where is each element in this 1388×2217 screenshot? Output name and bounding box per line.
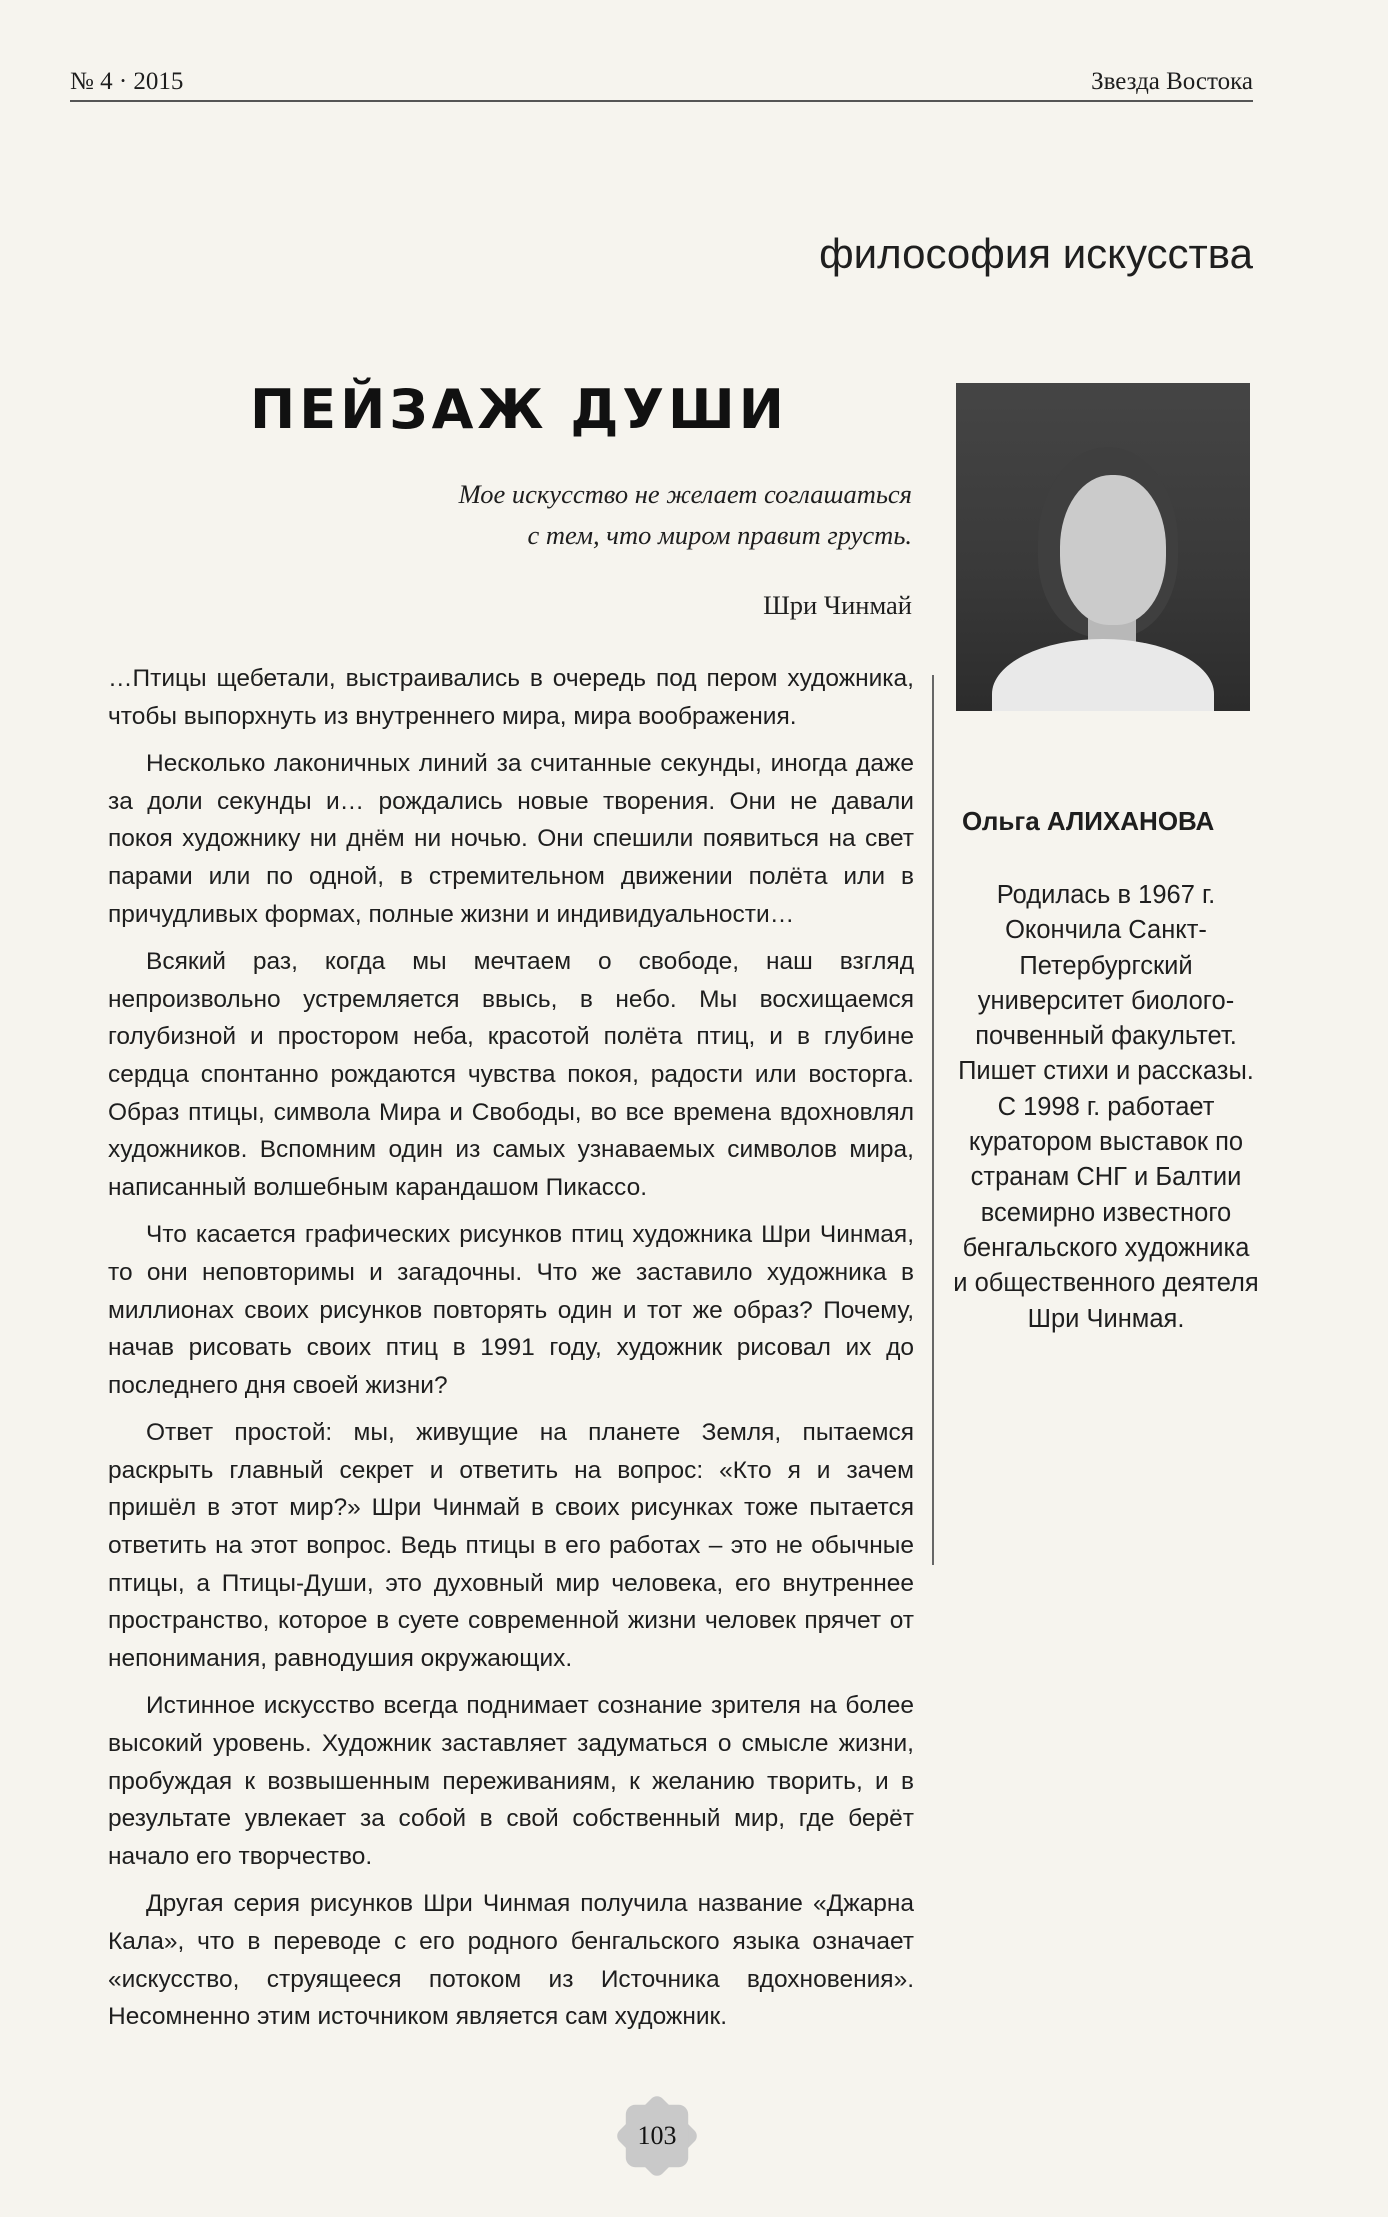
issue-number: № 4 · 2015	[70, 68, 184, 95]
section-rubric: философия искусства	[819, 230, 1253, 277]
paragraph: Что касается графических рисунков птиц художника Шри Чинмая, то они неповторимы и загадочны. Что же заставило художника в миллионах своих рисунков повторять один и тот же образ? Почему, начав рисовать своих птиц в 1991 году, художник рисовал их до последнего дня своей жизни?	[108, 1221, 914, 1399]
paragraph: Несколько лаконичных линий за считанные секунды, иногда даже за доли секунды и… рождались новые творения. Они не давали покоя художнику ни днём ни ночью. Они спешили появиться на свет парами или по одной, в стремительном движении полёта или в причудливых формах, полные жизни и индивидуальности…	[108, 750, 914, 928]
epigraph-line-2: с тем, что миром правит грусть.	[527, 520, 912, 550]
paragraph: …Птицы щебетали, выстраивались в очередь под пером художника, чтобы выпорхнуть из внутреннего мира, мира воображения.	[108, 665, 914, 730]
page-number: 103	[637, 2121, 677, 2150]
epigraph-line-1: Мое искусство не желает соглашаться	[458, 479, 912, 509]
paragraph: Ответ простой: мы, живущие на планете Земля, пытаемся раскрыть главный секрет и ответить на вопрос: «Кто я и зачем пришёл в этот мир?» Шри Чинмай в своих рисунках тоже пытается ответить на этот вопрос. Ведь птицы в его работах – это не обычные птицы, а Птицы-Души, это духовный мир человека, его внутреннее пространство, которое в суете современной жизни человек прячет от непонимания, равнодушия окружающих.	[108, 1419, 914, 1672]
header-divider	[70, 100, 1253, 102]
journal-name: Звезда Востока	[1091, 68, 1253, 95]
author-name: Ольга АЛИХАНОВА	[962, 806, 1215, 836]
page-number-badge	[618, 2097, 696, 2175]
author-bio: Родилась в 1967 г. Окончила Санкт-Петербургский университет биолого-почвенный факультет. Пишет стихи и рассказы. С 1998 г. работает куратором выставок по странам СНГ и Балтии всемирно известного бенгальского художника и общественного деятеля Шри Чинмая.	[953, 881, 1259, 1333]
author-photo	[956, 383, 1250, 711]
paragraph: Истинное искусство всегда поднимает сознание зрителя на более высокий уровень. Художник заставляет задуматься о смысле жизни, пробуждая к возвышенным переживаниям, к желанию творить, и в результате увлекает за собой в свой собственный мир, где берёт начало его творчество.	[108, 1692, 914, 1870]
paragraph: Всякий раз, когда мы мечтаем о свободе, наш взгляд непроизвольно устремляется ввысь, в небо. Мы восхищаемся голубизной и простором неба, красотой полёта птиц, и в глубине сердца спонтанно рождаются чувства покоя, радости или восторга. Образ птицы, символа Мира и Свободы, во все времена вдохновлял художников. Вспомним один из самых узнаваемых символов мира, написанный волшебным карандашом Пикассо.	[108, 948, 914, 1201]
column-divider	[932, 675, 934, 1565]
article-title: ПЕЙЗАЖ ДУШИ	[250, 378, 788, 441]
article-body	[108, 660, 914, 2046]
epigraph-author: Шри Чинмай	[763, 590, 912, 620]
paragraph: Другая серия рисунков Шри Чинмая получила название «Джарна Кала», что в переводе с его родного бенгальского языка означает «искусство, струящееся потоком из Источника вдохновения». Несомненно этим источником является сам художник.	[108, 1890, 914, 2031]
epigraph	[280, 474, 912, 626]
